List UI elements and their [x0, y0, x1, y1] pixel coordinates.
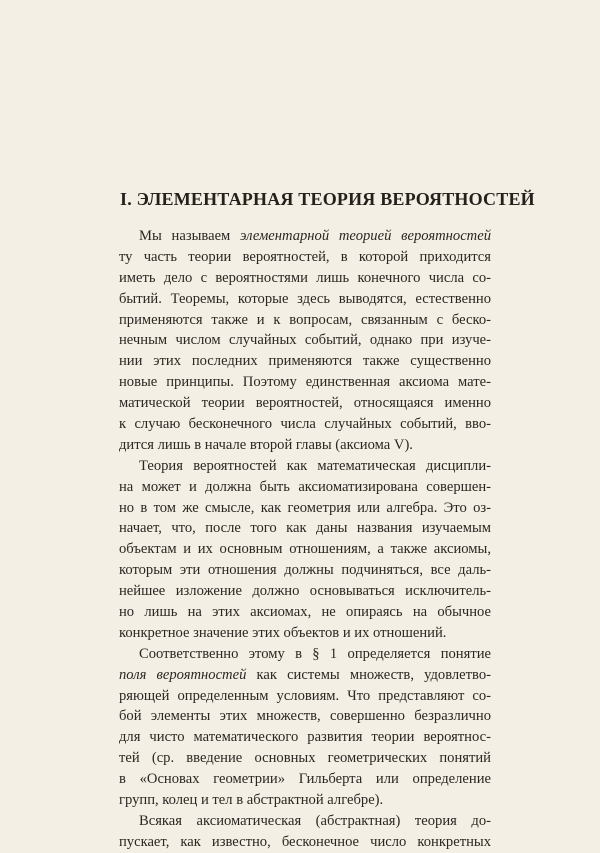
text-run: объектам и их основным отношениям, а также аксиомы, [119, 541, 491, 558]
text-line [119, 310, 491, 331]
text-line [119, 351, 491, 372]
text-run: Всякая аксиоматическая (абстрактная) теория до- [139, 812, 491, 829]
text-line [119, 247, 491, 268]
text-run: групп, колец и тел в абстрактной алгебре). [119, 792, 384, 809]
text-run: ряющей определенным условиям. Что представляют со- [119, 687, 491, 704]
text-line [119, 769, 491, 790]
text-line [119, 456, 491, 477]
text-run: Теория вероятностей как математическая дисципли- [139, 457, 491, 474]
text-line [119, 706, 491, 727]
text-line [119, 477, 491, 498]
italic-term: элементарной теорией вероятностей [240, 228, 491, 244]
text-line [119, 268, 491, 289]
text-run: но лишь на этих аксиомах, не опираясь на обычное [119, 604, 491, 621]
text-run: пускает, как известно, бесконечное число конкретных [119, 833, 491, 850]
text-run: нейшее изложение должно основываться исключитель- [119, 583, 491, 600]
text-line [119, 498, 491, 519]
text-run: иметь дело с вероятностями лишь конечного числа со- [119, 269, 491, 286]
text-run: для чисто математического развития теории вероятнос- [119, 729, 491, 746]
text-line [119, 748, 491, 769]
chapter-title: I. ЭЛЕМЕНТАРНАЯ ТЕОРИЯ ВЕРОЯТНОСТЕЙ [120, 189, 535, 209]
text-line [119, 790, 491, 811]
text-line [119, 581, 491, 602]
text-run: нечным числом случайных событий, однако при изуче- [119, 332, 491, 349]
text-line [119, 727, 491, 748]
text-line [119, 414, 491, 435]
text-line [119, 560, 491, 581]
text-run: на может и должна быть аксиоматизирована совершен- [119, 478, 491, 495]
text-line [119, 811, 491, 832]
text-run: как системы множеств, удовлетво- [246, 666, 491, 683]
text-line [119, 289, 491, 310]
paragraph [119, 644, 491, 811]
text-line [119, 665, 491, 686]
text-run: конкретное значение этих объектов и их отношений. [119, 624, 447, 641]
paragraph [119, 456, 491, 644]
text-run: Соответственно этому в § 1 определяется понятие [139, 645, 491, 662]
text-line [119, 602, 491, 623]
paragraph [119, 811, 491, 853]
text-line [119, 686, 491, 707]
body-text [119, 226, 491, 853]
italic-term: поля вероятностей [119, 666, 247, 683]
text-run: применяются также и к вопросам, связанным с беско- [119, 311, 491, 328]
text-run: дится лишь в начале второй главы (аксиома V). [119, 436, 413, 453]
text-line [119, 372, 491, 393]
text-run: Мы называем [139, 228, 241, 244]
text-run: но в том же смысле, как геометрия или алгебра. Это оз- [119, 499, 491, 516]
text-run: нии этих последних применяются также существенно [119, 353, 491, 370]
text-run: матической теории вероятностей, относящаяся именно [119, 395, 491, 412]
text-run: ту часть теории вероятностей, в которой приходится [119, 248, 491, 265]
text-line [119, 393, 491, 414]
text-run: бой элементы этих множеств, совершенно безразлично [119, 708, 491, 725]
text-line [119, 518, 491, 539]
text-run: бытий. Теоремы, которые здесь выводятся, естественно [119, 290, 491, 307]
text-line [119, 226, 491, 247]
text-line [119, 435, 491, 456]
text-run: в «Основах геометрии» Гильберта или определение [119, 771, 491, 788]
text-run: к случаю бесконечного числа случайных событий, вво- [119, 416, 491, 433]
text-line [119, 832, 491, 853]
text-run: новые принципы. Поэтому единственная аксиома мате- [119, 374, 491, 391]
text-run: тей (ср. введение основных геометрических понятий [119, 750, 491, 767]
text-line [119, 330, 491, 351]
paragraph [119, 226, 491, 456]
text-run: которым эти отношения должны подчиняться, все даль- [119, 562, 491, 579]
text-line [119, 623, 491, 644]
text-line [119, 539, 491, 560]
text-run: начает, что, после того как даны названия изучаемым [119, 520, 491, 537]
text-line [119, 644, 491, 665]
